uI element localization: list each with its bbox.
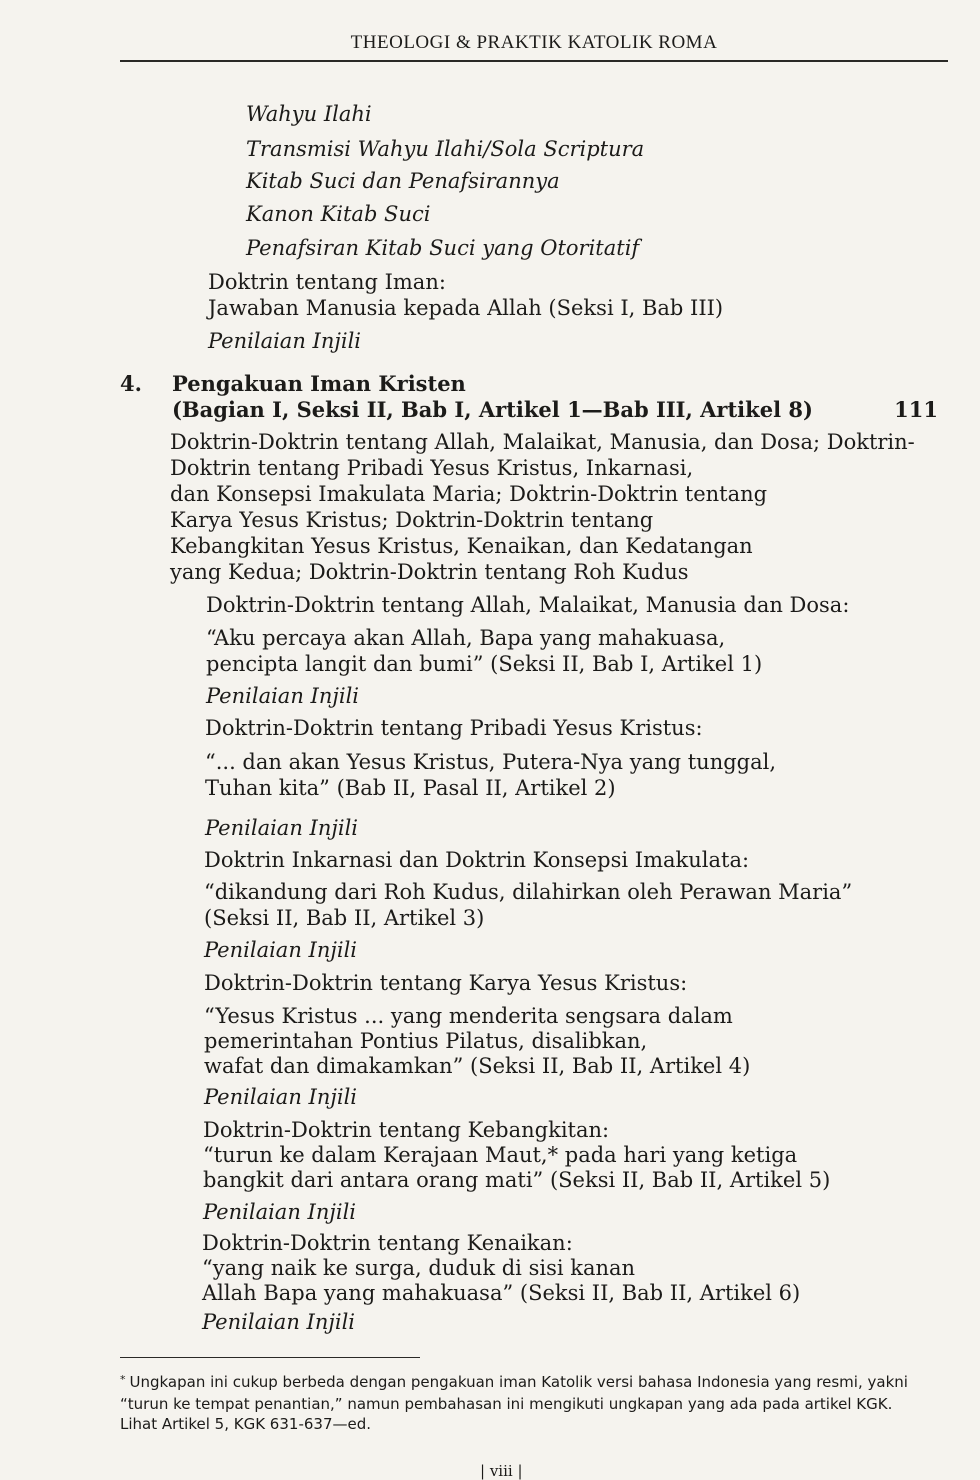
toc-subitem: Transmisi Wahyu Ilahi/Sola Scriptura xyxy=(246,137,645,161)
chapter-summary-line: Doktrin-Doktrin tentang Allah, Malaikat, Manusia, dan Dosa; Doktrin- xyxy=(170,430,915,454)
section-quote-line: (Seksi II, Bab II, Artikel 3) xyxy=(204,906,485,930)
toc-subitem: Penafsiran Kitab Suci yang Otoritatif xyxy=(246,236,640,260)
toc-subitem: Wahyu Ilahi xyxy=(246,102,372,126)
footnote-rule xyxy=(120,1357,420,1358)
section-quote-line: “yang naik ke surga, duduk di sisi kanan xyxy=(202,1256,636,1280)
section-assessment: Penilaian Injili xyxy=(203,1200,357,1224)
section-quote-line: “Aku percaya akan Allah, Bapa yang mahakuasa, xyxy=(206,626,726,650)
chapter-summary-line: Doktrin tentang Pribadi Yesus Kristus, Inkarnasi, xyxy=(170,456,694,480)
section-quote-line: “Yesus Kristus ... yang menderita sengsara dalam xyxy=(204,1004,733,1028)
chapter-number: 4. xyxy=(120,371,142,396)
toc-entry-faith-doctrine-detail: Jawaban Manusia kepada Allah (Seksi I, Bab III) xyxy=(208,296,724,320)
section-assessment: Penilaian Injili xyxy=(206,684,360,708)
chapter-page-number: 111 xyxy=(894,397,938,422)
section-quote-line: pencipta langit dan bumi” (Seksi II, Bab I, Artikel 1) xyxy=(206,652,763,676)
footnote-text: Ungkapan ini cukup berbeda dengan pengakuan iman Katolik versi bahasa Indonesia yang resmi, yakni “turun ke tempat penantian,” namun pembahasan ini mengikuti ungkapan yang ada pada artikel KGK. Lihat Artikel 5, KGK 631-637—ed. xyxy=(120,1373,908,1433)
toc-entry-faith-doctrine: Doktrin tentang Iman: xyxy=(208,270,446,294)
section-assessment: Penilaian Injili xyxy=(202,1310,356,1334)
section-quote-line: Tuhan kita” (Bab II, Pasal II, Artikel 2) xyxy=(205,776,616,800)
chapter-summary-line: Kebangkitan Yesus Kristus, Kenaikan, dan Kedatangan xyxy=(170,534,753,558)
chapter-summary-line: Karya Yesus Kristus; Doktrin-Doktrin tentang xyxy=(170,508,654,532)
section-quote-line: “dikandung dari Roh Kudus, dilahirkan oleh Perawan Maria” xyxy=(204,880,853,904)
section-heading: Doktrin-Doktrin tentang Karya Yesus Kristus: xyxy=(204,971,688,995)
section-heading: Doktrin Inkarnasi dan Doktrin Konsepsi Imakulata: xyxy=(204,848,750,872)
section-quote-line: Allah Bapa yang mahakuasa” (Seksi II, Bab II, Artikel 6) xyxy=(202,1281,801,1305)
chapter-summary-line: yang Kedua; Doktrin-Doktrin tentang Roh Kudus xyxy=(170,560,689,584)
chapter-title-detail: (Bagian I, Seksi II, Bab I, Artikel 1—Bab III, Artikel 8) xyxy=(172,397,813,422)
section-quote-line: wafat dan dimakamkan” (Seksi II, Bab II, Artikel 4) xyxy=(204,1054,751,1078)
footnote-marker: * xyxy=(120,1373,126,1386)
section-quote-line: “turun ke dalam Kerajaan Maut,* pada hari yang ketiga xyxy=(203,1143,798,1167)
header-rule xyxy=(120,60,948,62)
section-heading: Doktrin-Doktrin tentang Allah, Malaikat, Manusia dan Dosa: xyxy=(206,593,850,617)
section-assessment: Penilaian Injili xyxy=(204,938,358,962)
section-quote-line: pemerintahan Pontius Pilatus, disalibkan, xyxy=(204,1029,648,1053)
chapter-title: Pengakuan Iman Kristen xyxy=(172,371,466,396)
section-assessment: Penilaian Injili xyxy=(204,1085,358,1109)
page-folio: | viii | xyxy=(480,1462,523,1480)
section-quote-line: “... dan akan Yesus Kristus, Putera-Nya yang tunggal, xyxy=(205,750,777,774)
toc-subitem: Kitab Suci dan Penafsirannya xyxy=(246,169,560,193)
toc-assessment: Penilaian Injili xyxy=(208,329,362,353)
footnote xyxy=(120,1372,928,1434)
section-assessment: Penilaian Injili xyxy=(205,816,359,840)
toc-subitem: Kanon Kitab Suci xyxy=(246,202,431,226)
section-heading: Doktrin-Doktrin tentang Kebangkitan: xyxy=(203,1118,610,1142)
section-quote-line: bangkit dari antara orang mati” (Seksi II, Bab II, Artikel 5) xyxy=(203,1168,831,1192)
running-head: THEOLOGI & PRAKTIK KATOLIK ROMA xyxy=(350,32,718,53)
section-heading: Doktrin-Doktrin tentang Pribadi Yesus Kristus: xyxy=(205,716,703,740)
section-heading: Doktrin-Doktrin tentang Kenaikan: xyxy=(202,1231,573,1255)
chapter-summary-line: dan Konsepsi Imakulata Maria; Doktrin-Doktrin tentang xyxy=(170,482,768,506)
